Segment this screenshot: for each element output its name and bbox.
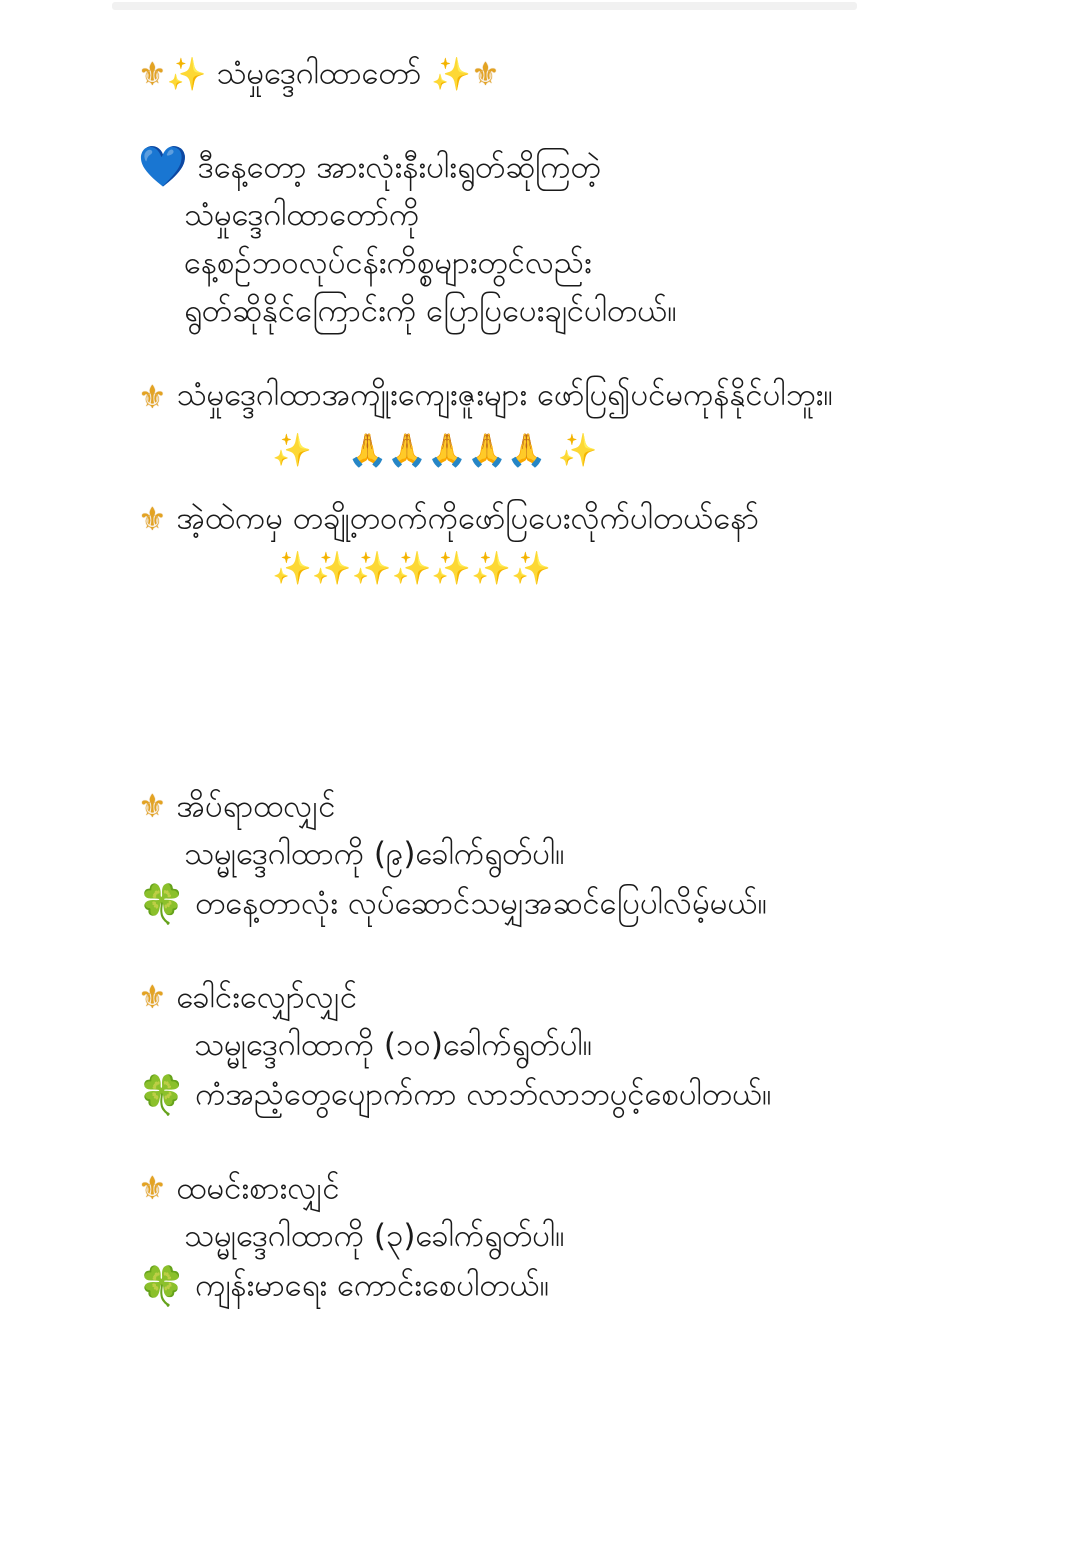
fleur-de-lis-icon: ⚜ [138, 1169, 167, 1207]
fleur-de-lis-icon: ⚜ [138, 499, 167, 538]
intro-text: ရွတ်ဆိုနိုင်ကြောင်းကို ပြောပြပေးချင်ပါတယ်။ [184, 293, 677, 329]
section-hair-wash [138, 972, 958, 1119]
section-result: တနေ့တာလုံး လုပ်ဆောင်သမျှအဆင်ပြေပါလိမ့်မယ်။ [195, 885, 767, 922]
section-heading-line [138, 1163, 958, 1213]
section-heading: ထမင်းစားလျှင် [176, 1170, 340, 1206]
sparkles-icon: ✨ [511, 549, 551, 587]
sparkles-icon: ✨ [557, 430, 598, 469]
intro-text: နေ့စဉ်ဘဝလုပ်ငန်းကိစ္စများတွင်လည်း [184, 245, 592, 281]
section-recite: သမ္မုဒ္ဒေဂါထာကို (၃)ခေါက်ရွတ်ပါ။ [184, 1218, 565, 1254]
blue-heart-icon: 💙 [138, 144, 188, 190]
fleur-de-lis-icon: ⚜ [138, 787, 167, 825]
fleur-de-lis-icon: ⚜ [138, 54, 167, 93]
sparkles-icon: ✨ [272, 549, 312, 587]
section-heading-line [138, 972, 958, 1022]
fleur-de-lis-icon: ⚜ [138, 377, 167, 416]
section-heading: ခေါင်းလျှော်လျှင် [176, 979, 358, 1015]
intro-line-1 [138, 142, 958, 192]
share-line [138, 493, 958, 543]
benefits-line [138, 371, 958, 419]
sparkles-icon: ✨ [431, 549, 472, 587]
folded-hands-icon: 🙏 [347, 430, 388, 469]
intro-text: သံမှုဒ္ဒေဂါထာတော်ကို [184, 197, 420, 233]
section-heading-line [138, 781, 958, 831]
section-result-line [138, 878, 958, 928]
section-result: ကံအညံ့တွေပျောက်ကာ လာဘ်လာဘပွင့်စေပါတယ်။ [195, 1076, 772, 1113]
folded-hands-icon: 🙏 [467, 430, 507, 469]
intro-line-3 [138, 239, 958, 287]
section-result-line [138, 1260, 958, 1310]
sparkles-icon: ✨ [351, 549, 392, 587]
section-result: ကျန်းမာရေး ကောင်းစေပါတယ်။ [195, 1267, 550, 1304]
intro-text: ဒီနေ့တော့ အားလုံးနီးပါးရွတ်ဆိုကြတဲ့ [197, 149, 601, 185]
section-recite: သမ္မုဒ္ဒေဂါထာကို (၁၀)ခေါက်ရွတ်ပါ။ [194, 1027, 593, 1063]
fleur-de-lis-icon: ⚜ [138, 978, 167, 1016]
section-recite: သမ္မုဒ္ဒေဂါထာကို (၉)ခေါက်ရွတ်ပါ။ [184, 836, 565, 872]
prayer-emoji-row [138, 419, 958, 477]
share-text: အဲ့ထဲကမှ တချို့တဝက်ကိုဖော်ပြပေးလိုက်ပါတယ်နော် [176, 500, 759, 537]
folded-hands-icon: 🙏 [427, 430, 467, 469]
section-wake-up [138, 781, 958, 928]
post-body [138, 48, 958, 1310]
section-heading: အိပ်ရာထလျှင် [176, 788, 336, 824]
section-result-line [138, 1069, 958, 1119]
folded-hands-icon: 🙏 [387, 430, 428, 469]
sparkles-icon: ✨ [391, 549, 432, 587]
four-leaf-clover-icon: 🍀 [138, 1072, 186, 1117]
post-title: သံမှုဒ္ဒေဂါထာတော် [216, 55, 422, 92]
four-leaf-clover-icon: 🍀 [138, 1263, 186, 1308]
section-recite-line [138, 830, 958, 878]
sparkles-row [138, 543, 958, 591]
sparkles-icon: ✨ [166, 54, 207, 93]
sparkles-icon: ✨ [431, 54, 472, 93]
benefits-text: သံမှုဒ္ဒေဂါထာအကျိုးကျေးဇူးများ ဖော်ပြ၍ပင်မကုန်နိုင်ပါဘူး။ [176, 377, 833, 413]
four-leaf-clover-icon: 🍀 [138, 881, 186, 926]
intro-line-4 [138, 287, 958, 335]
intro-line-2 [138, 191, 958, 239]
folded-hands-icon: 🙏 [506, 430, 547, 469]
section-meal [138, 1163, 958, 1310]
post-title-line [138, 48, 958, 98]
sparkles-icon: ✨ [311, 549, 352, 587]
top-divider [112, 2, 857, 10]
sparkles-icon: ✨ [272, 430, 312, 469]
sparkles-icon: ✨ [471, 549, 512, 587]
section-recite-line [138, 1212, 958, 1260]
fleur-de-lis-icon: ⚜ [471, 54, 500, 93]
section-recite-line [138, 1021, 958, 1069]
